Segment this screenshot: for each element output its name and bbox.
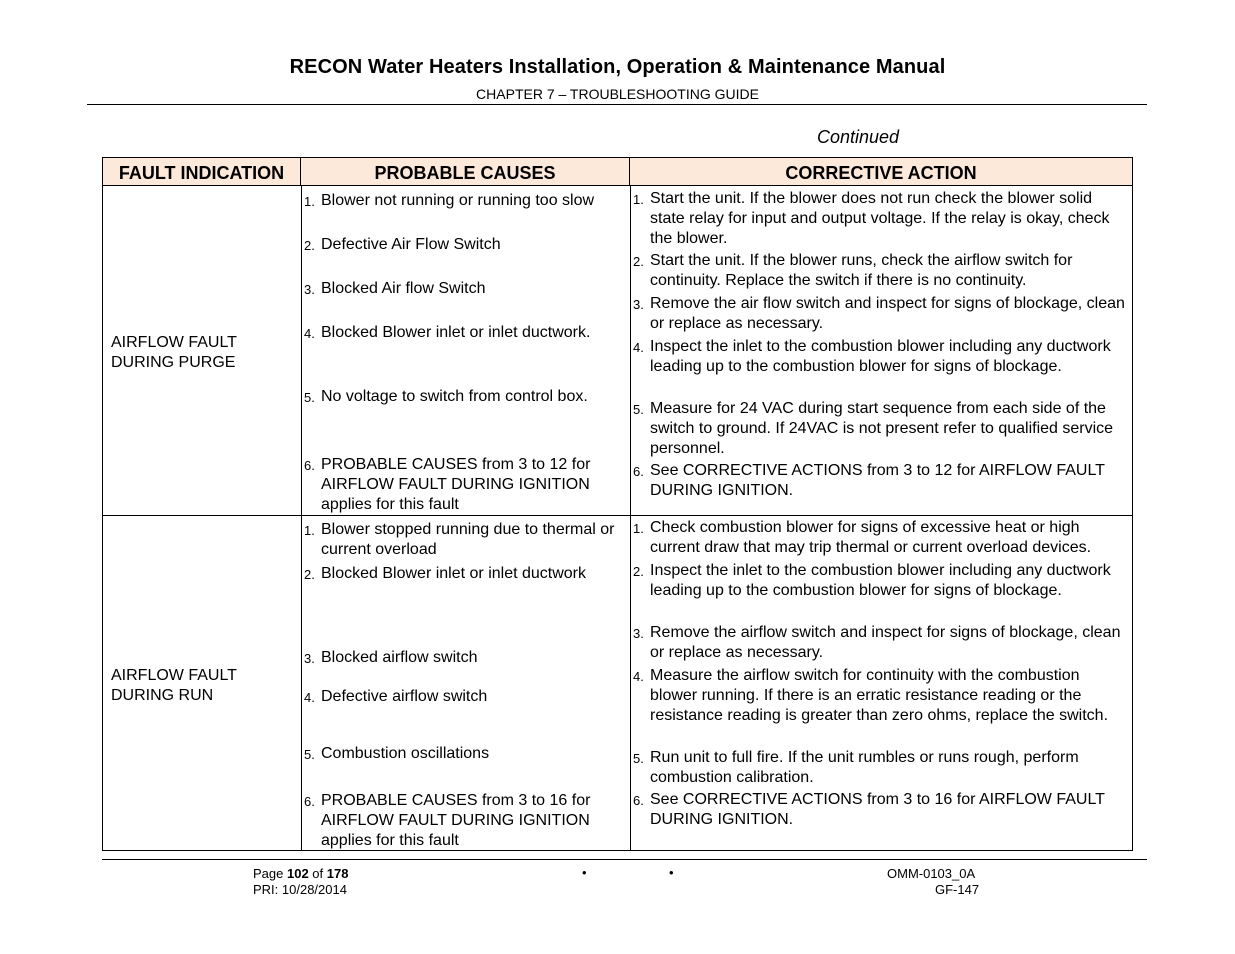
item-text: Measure for 24 VAC during start sequence from each side of the switch to ground. If 24VAC is not present refer to qualified service personnel. (650, 400, 1114, 457)
action-item (633, 561, 1129, 601)
continued-label: Continued (817, 127, 900, 147)
item-text: Run unit to full fire. If the unit rumbles or runs rough, perform combustion calibration. (650, 749, 1079, 786)
item-text: Inspect the inlet to the combustion blower including any ductwork leading up to the combustion blower for signs of blockage. (650, 338, 1111, 375)
page-of: of (308, 866, 327, 881)
action-item (633, 294, 1129, 334)
chapter-subtitle: CHAPTER 7 – TROUBLESHOOTING GUIDE (476, 86, 759, 102)
page-prefix: Page (253, 866, 287, 881)
cause-item (304, 687, 626, 707)
item-text: Blocked Air flow Switch (321, 280, 486, 297)
item-number: 5. (633, 751, 644, 766)
header-corrective-action: CORRECTIVE ACTION (630, 158, 1132, 186)
item-text: Remove the air flow switch and inspect for signs of blockage, clean or replace as necessary. (650, 295, 1125, 332)
item-number: 2. (304, 238, 315, 253)
action-item (633, 748, 1129, 788)
item-number: 3. (633, 297, 644, 312)
cause-item (304, 744, 626, 764)
gf-code: GF-147 (935, 882, 980, 897)
cause-item (304, 323, 626, 343)
item-number: 6. (304, 458, 315, 473)
header-rule (87, 104, 1147, 105)
item-number: 2. (304, 567, 315, 582)
item-text: Blocked airflow switch (321, 649, 478, 666)
item-text: PROBABLE CAUSES from 3 to 16 for AIRFLOW FAULT DURING IGNITION applies for this fault (321, 792, 591, 849)
item-number: 3. (304, 651, 315, 666)
pri-date: PRI: 10/28/2014 (253, 882, 347, 897)
cause-item (304, 279, 626, 299)
footer-bullet: • (582, 865, 587, 880)
footer-bullet: • (669, 865, 674, 880)
column-divider (301, 186, 302, 850)
item-text: See CORRECTIVE ACTIONS from 3 to 12 for AIRFLOW FAULT DURING IGNITION. (650, 462, 1105, 499)
item-text: Blocked Blower inlet or inlet ductwork. (321, 324, 591, 341)
fault-line: DURING RUN (111, 687, 214, 704)
item-text: Defective Air Flow Switch (321, 236, 501, 253)
row-divider (103, 515, 1132, 516)
fault-indication-purge (111, 333, 237, 373)
item-number: 5. (633, 402, 644, 417)
item-text: Start the unit. If the blower runs, check the airflow switch for continuity. Replace the switch if there is no continuity. (650, 252, 1073, 289)
item-number: 2. (633, 564, 644, 579)
fault-indication-run (111, 666, 237, 706)
action-item (633, 189, 1129, 249)
cause-item (304, 564, 626, 584)
item-text: Inspect the inlet to the combustion blower including any ductwork leading up to the combustion blower for signs of blockage. (650, 562, 1111, 599)
document-title: RECON Water Heaters Installation, Operation & Maintenance Manual (289, 56, 946, 78)
item-number: 4. (633, 669, 644, 684)
item-text: Combustion oscillations (321, 745, 490, 762)
item-text: Defective airflow switch (321, 688, 488, 705)
item-text: Remove the airflow switch and inspect for signs of blockage, clean or replace as necessary. (650, 624, 1121, 661)
item-text: Start the unit. If the blower does not run check the blower solid state relay for input and output voltage. If the relay is okay, check the blower. (650, 190, 1110, 247)
item-text: PROBABLE CAUSES from 3 to 12 for AIRFLOW FAULT DURING IGNITION applies for this fault (321, 456, 591, 513)
cause-item (304, 791, 616, 851)
fault-line: AIRFLOW FAULT (111, 334, 237, 351)
fault-line: AIRFLOW FAULT (111, 667, 237, 684)
item-number: 4. (304, 326, 315, 341)
cause-item (304, 455, 616, 515)
action-item (633, 251, 1129, 291)
item-text: Check combustion blower for signs of excessive heat or high current draw that may trip thermal or current overload devices. (650, 519, 1092, 556)
item-text: Blocked Blower inlet or inlet ductwork (321, 565, 587, 582)
page-current: 102 (286, 866, 309, 881)
cause-item (304, 235, 626, 255)
item-text: Measure the airflow switch for continuity with the combustion blower running. If there is an erratic resistance reading or the resistance reading is greater than zero ohms, replace the switch. (650, 667, 1109, 724)
item-number: 5. (304, 747, 315, 762)
fault-line: DURING PURGE (111, 354, 236, 371)
page-number (253, 866, 348, 882)
document-id: OMM-0103_0A (887, 866, 976, 881)
item-text: Blower stopped running due to thermal or current overload (321, 521, 615, 558)
item-number: 1. (633, 192, 644, 207)
action-item (633, 337, 1129, 377)
cause-item (304, 191, 626, 211)
item-text: Blower not running or running too slow (321, 192, 595, 209)
action-item (633, 461, 1129, 501)
item-number: 5. (304, 390, 315, 405)
action-item (633, 623, 1129, 663)
action-item (633, 790, 1129, 830)
action-item (633, 399, 1129, 459)
cause-item (304, 520, 626, 560)
item-number: 1. (304, 523, 315, 538)
page-total: 178 (326, 866, 349, 881)
item-text: No voltage to switch from control box. (321, 388, 588, 405)
item-number: 3. (304, 282, 315, 297)
action-item (633, 518, 1129, 558)
header-probable-causes: PROBABLE CAUSES (301, 158, 630, 186)
item-number: 2. (633, 254, 644, 269)
item-number: 6. (633, 464, 644, 479)
item-number: 4. (304, 690, 315, 705)
item-number: 6. (633, 793, 644, 808)
cause-item (304, 648, 626, 668)
action-item (633, 666, 1129, 726)
item-number: 6. (304, 794, 315, 809)
item-text: See CORRECTIVE ACTIONS from 3 to 16 for AIRFLOW FAULT DURING IGNITION. (650, 791, 1105, 828)
header-fault-indication: FAULT INDICATION (103, 158, 301, 186)
troubleshooting-table (102, 157, 1133, 851)
column-divider (630, 186, 631, 850)
item-number: 3. (633, 626, 644, 641)
footer-rule (102, 859, 1147, 860)
item-number: 4. (633, 340, 644, 355)
item-number: 1. (304, 194, 315, 209)
item-number: 1. (633, 521, 644, 536)
cause-item (304, 387, 626, 407)
